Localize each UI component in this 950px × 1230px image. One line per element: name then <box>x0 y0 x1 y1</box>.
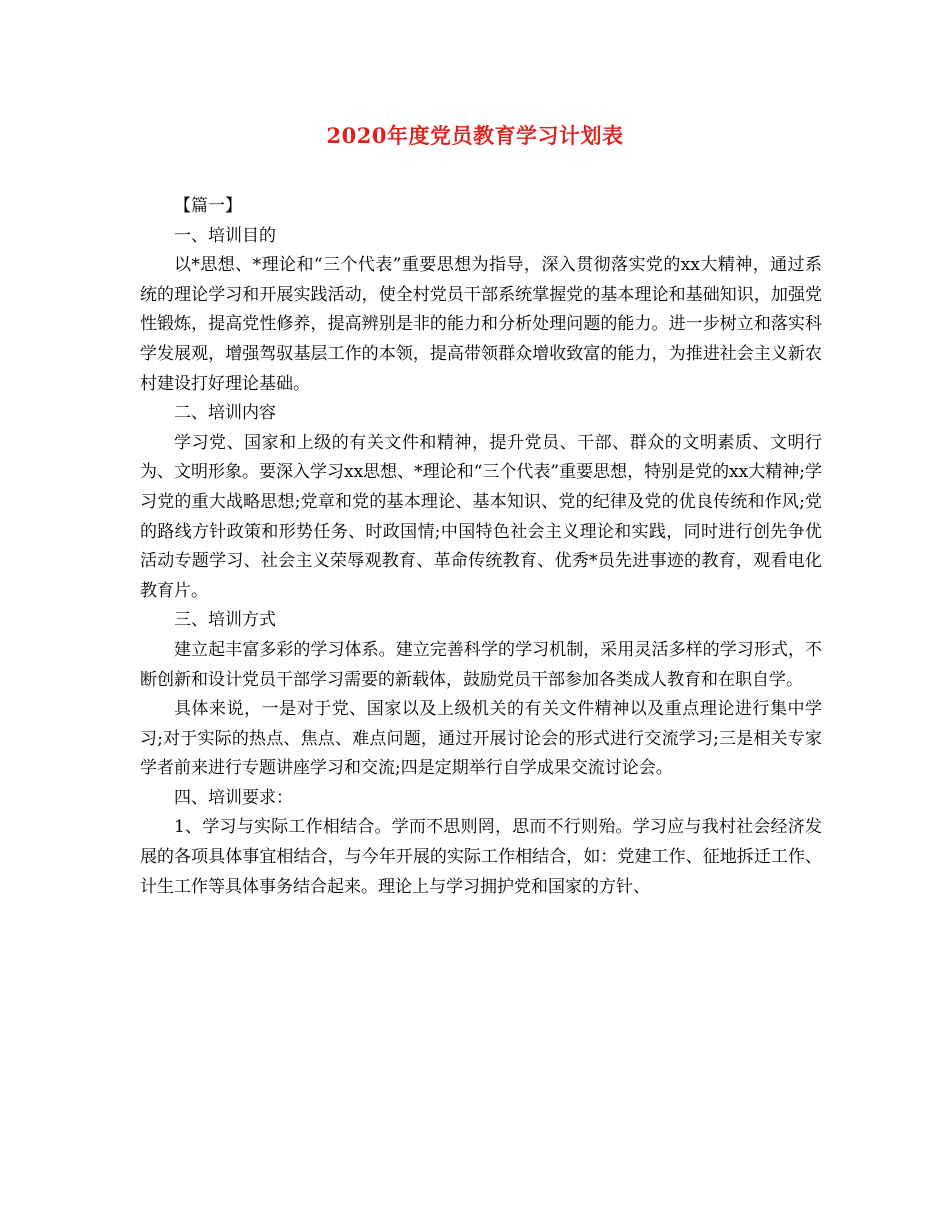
paragraph-training-method-details: 具体来说，一是对于党、国家以及上级机关的有关文件精神以及重点理论进行集中学习;对于实际的热点、焦点、难点问题，通过开展讨论会的形式进行交流学习;三是相关专家学者前来进行专题讲座学习和交流;四是定期举行自学成果交流讨论会。 <box>140 699 822 779</box>
heading-training-content: 二、培训内容 <box>174 403 276 424</box>
document-body <box>140 192 822 902</box>
paragraph-requirement-1: 1、学习与实际工作相结合。学而不思则罔，思而不行则殆。学习应与我村社会经济发展的各项具体事宜相结合，与今年开展的实际工作相结合，如：党建工作、征地拆迁工作、计生工作等具体事务结合起来。理论上与学习拥护党和国家的方针、 <box>140 817 822 897</box>
heading-training-requirements: 四、培训要求： <box>174 787 293 808</box>
section-label: 【篇一】 <box>174 196 242 216</box>
heading-training-method: 三、培训方式 <box>174 610 276 631</box>
paragraph-training-purpose: 以*思想、*理论和“三个代表”重要思想为指导，深入贯彻落实党的xx大精神，通过系统的理论学习和开展实践活动，使全村党员干部系统掌握党的基本理论和基础知识，加强党性锻炼，提高党性修养，提高辨别是非的能力和分析处理问题的能力。进一步树立和落实科学发展观，增强驾驭基层工作的本领，提高带领群众增收致富的能力，为推进社会主义新农村建设打好理论基础。 <box>140 255 822 394</box>
heading-training-purpose: 一、培训目的 <box>174 225 276 246</box>
paragraph-training-content: 学习党、国家和上级的有关文件和精神，提升党员、干部、群众的文明素质、文明行为、文明形象。要深入学习xx思想、*理论和“三个代表”重要思想，特别是党的xx大精神;学习党的重大战略思想;党章和党的基本理论、基本知识、党的纪律及党的优良传统和作风;党的路线方针政策和形势任务、时政国情;中国特色社会主义理论和实践，同时进行创先争优活动专题学习、社会主义荣辱观教育、革命传统教育、优秀*员先进事迹的教育，观看电化教育片。 <box>140 432 822 601</box>
document-title: 2020年度党员教育学习计划表 <box>326 123 624 148</box>
paragraph-training-method: 建立起丰富多彩的学习体系。建立完善科学的学习机制，采用灵活多样的学习形式，不断创新和设计党员干部学习需要的新载体，鼓励党员干部参加各类成人教育和在职自学。 <box>140 639 822 690</box>
